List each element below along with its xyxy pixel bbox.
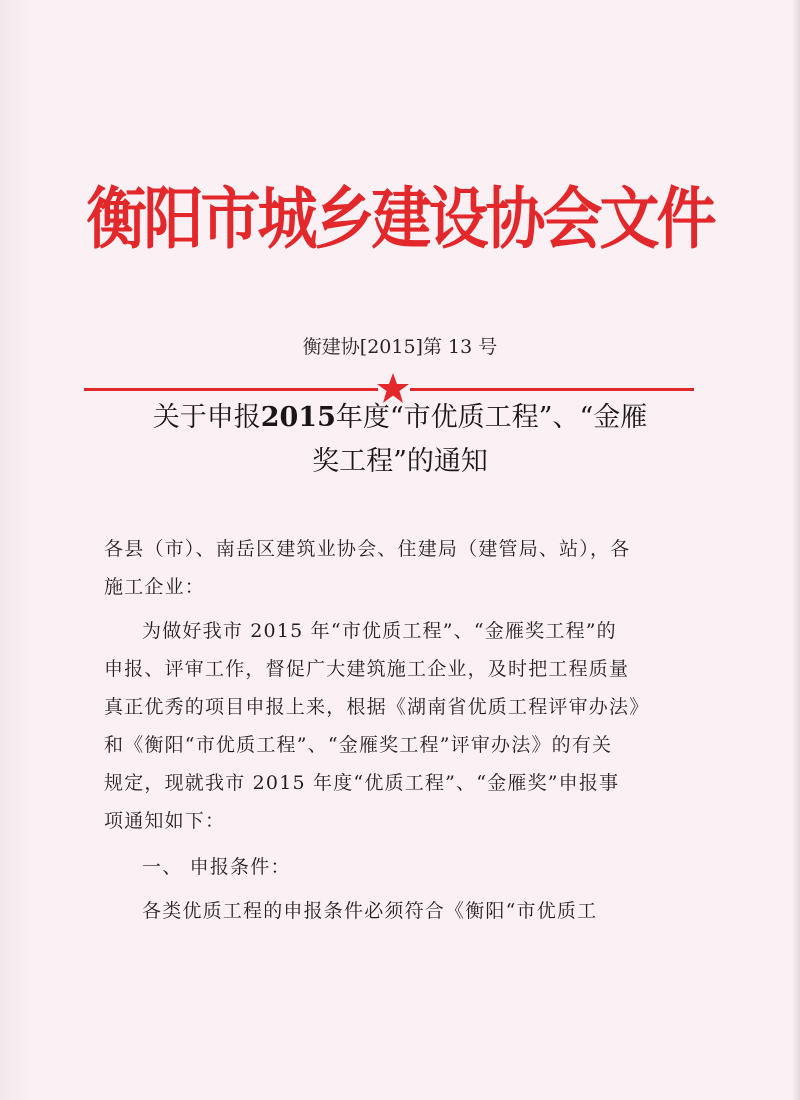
paragraph-1-line-6: 项通知如下： (104, 810, 226, 832)
page-edge-shadow (792, 0, 800, 1100)
notice-title (100, 396, 700, 484)
paragraph-1-line-3: 真正优秀的项目申报上来，根据《湖南省优质工程评审办法》 (104, 696, 650, 718)
notice-title-line-1: 关于申报2015年度“市优质工程”、“金雁 (152, 402, 648, 433)
red-divider-right (410, 388, 694, 391)
notice-title-year: 2015 (260, 402, 336, 433)
red-divider-left (84, 388, 378, 391)
document-header-title: 衡阳市城乡建设协会文件 (86, 180, 714, 259)
paragraph-1-line-2: 申报、评审工作，督促广大建筑施工企业，及时把工程质量 (104, 658, 630, 680)
document-number: 衡建协[2015]第 13 号 (302, 336, 498, 358)
addressee-line-1: 各县（市）、南岳区建筑业协会、住建局（建管局、站），各 (104, 538, 631, 560)
paragraph-1-line-1: 为做好我市 2015 年“市优质工程”、“金雁奖工程”的 (142, 620, 617, 642)
addressee-line-2: 施工企业： (104, 576, 206, 598)
section-1-text: 各类优质工程的申报条件必须符合《衡阳“市优质工 (142, 900, 598, 922)
document-body (104, 530, 664, 930)
paragraph-1-line-4: 和《衡阳“市优质工程”、“金雁奖工程”评审办法》的有关 (104, 734, 613, 756)
paragraph-1-line-5: 规定，现就我市 2015 年度“优质工程”、“金雁奖”申报事 (104, 772, 620, 794)
section-1-heading: 一、 申报条件： (142, 856, 291, 878)
notice-title-line-2: 奖工程”的通知 (312, 446, 488, 477)
